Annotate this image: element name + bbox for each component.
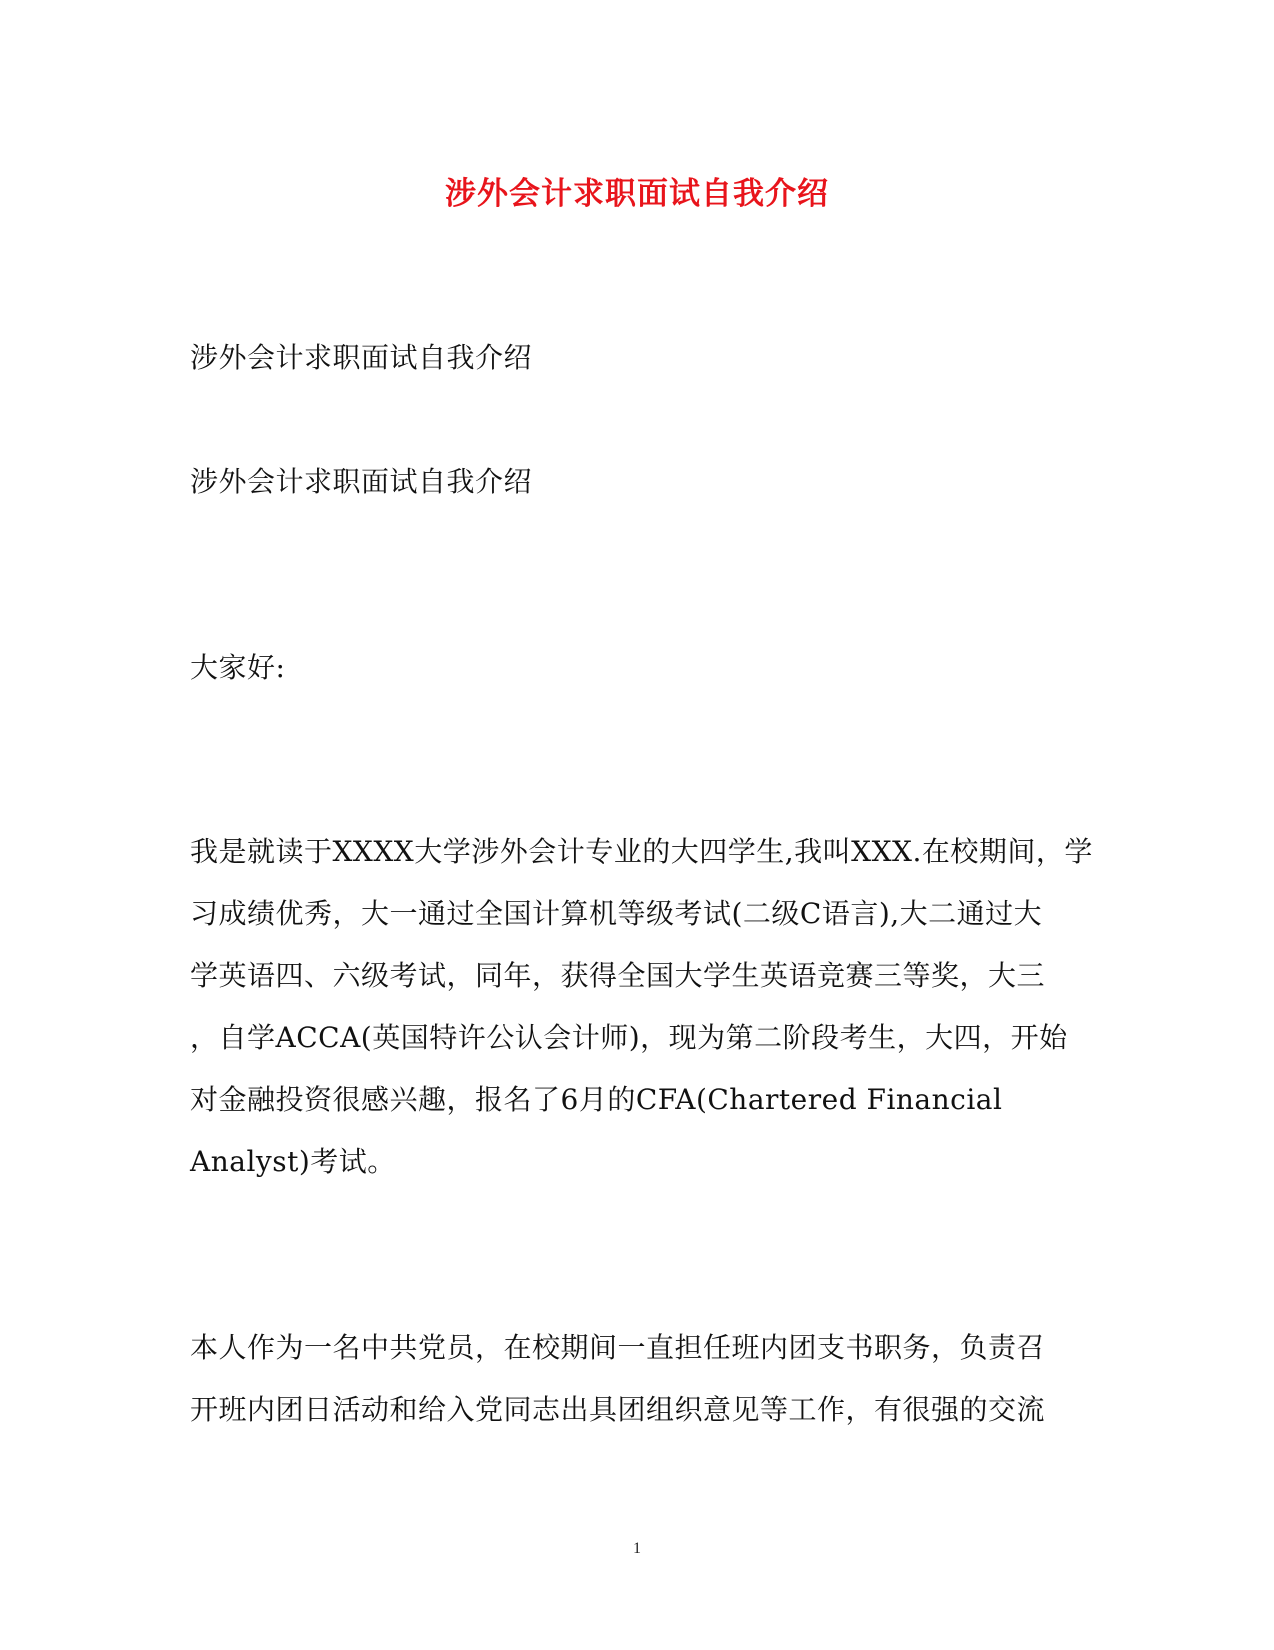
paragraph-line: 习成绩优秀，大一通过全国计算机等级考试(二级C语言),大二通过大: [190, 897, 1043, 930]
document-title: 涉外会计求职面试自我介绍: [445, 176, 829, 212]
paragraph-line: 开班内团日活动和给入党同志出具团组织意见等工作，有很强的交流: [190, 1393, 1046, 1426]
paragraph-line: 学英语四、六级考试，同年，获得全国大学生英语竞赛三等奖，大三: [190, 959, 1046, 992]
paragraph-line: 我是就读于XXXX大学涉外会计专业的大四学生,我叫XXX.在校期间，学: [190, 835, 1093, 868]
paragraph-line: 对金融投资很感兴趣，报名了6月的CFA(Chartered Financial: [190, 1083, 1003, 1116]
subtitle-line: 涉外会计求职面试自我介绍: [190, 341, 533, 374]
greeting: 大家好:: [190, 651, 286, 684]
paragraph-line: ，自学ACCA(英国特许公认会计师)，现为第二阶段考生，大四，开始: [190, 1021, 1068, 1054]
subtitle-line: 涉外会计求职面试自我介绍: [190, 465, 533, 498]
page-number: 1: [633, 1540, 641, 1557]
paragraph-line: 本人作为一名中共党员，在校期间一直担任班内团支书职务，负责召: [190, 1331, 1046, 1364]
paragraph-line: Analyst)考试。: [190, 1145, 396, 1178]
